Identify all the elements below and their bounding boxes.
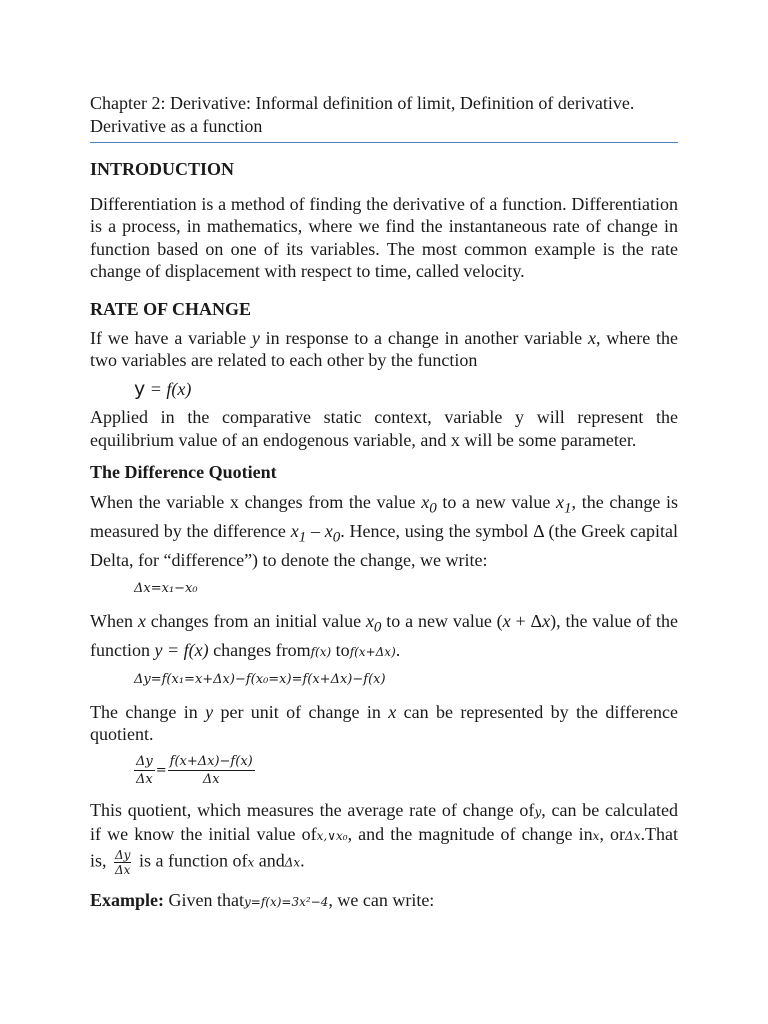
intro-heading: INTRODUCTION: [90, 159, 235, 179]
function-equation: y = f(x): [134, 378, 192, 401]
rate-heading: RATE OF CHANGE: [90, 298, 252, 319]
dq-paragraph-4: This quotient, which measures the average rate of change ofy, can be calculated if we know the initial value ofx,∨x₀, and the magnitude of change inx, orΔx.That is, $\frac{\Delta y}{\Delta x}$ is a function ofx andΔx.: [90, 799, 679, 877]
difference-quotient-heading: The Difference Quotient: [90, 462, 277, 483]
intro-paragraph: Differentiation is a method of finding the derivative of a function. Differentiation is a process, in mathematics, where we find the instantaneous rate of change in function based on one of its variables. The most common example is the rate change of displacement with respect to time, called velocity.: [90, 194, 678, 282]
dq-paragraph-1: When the variable x changes from the value $x_0$ to a new value $x_1$, the change is measured by the difference $x_1 - x_0$. Hence, using the symbol Δ (the Greek capital Delta, for “difference”) to denote the change, we write:: [90, 492, 678, 571]
document-content: [90, 92, 678, 913]
inline-quotient: $\frac{\Delta y}{\Delta x}$: [115, 847, 131, 877]
chapter-title: Chapter 2: Derivative: Informal definition of limit, Definition of derivative. Derivative as a function: [90, 92, 678, 143]
example-formula: y=f(x)=3x²−4: [243, 894, 329, 909]
example-label: Example:: [90, 889, 164, 910]
quotient-lhs: $\frac{\Delta y}{\Delta x}$: [136, 753, 153, 787]
quotient-rhs: $\frac{f(x+\Delta x)-f(x)}{\Delta x}$: [169, 753, 253, 787]
rate-paragraph-1: If we have a variable y in response to a change in another variable x, where the two variables are related to each other by the function: [90, 327, 678, 371]
rate-paragraph-2: Applied in the comparative static context, variable y will represent the equilibrium value of an endogenous variable, and x will be some parameter.: [90, 407, 678, 450]
delta-x-equation: Δx=x₁−x₀: [134, 580, 198, 596]
example-paragraph: Example: Given thaty=f(x)=3x²−4, we can write:: [90, 889, 435, 910]
dq-paragraph-2: When x changes from an initial value $x_0$ to a new value (x + Δx), the value of the function y = f(x) changes fromf(x) tof(x+Δx).: [90, 610, 679, 660]
delta-y-equation: Δy=f(x₁=x+Δx)−f(x₀=x)=f(x+Δx)−f(x): [134, 672, 386, 688]
difference-quotient-equation: $\frac{\Delta y}{\Delta x}$ = $\frac{f(x+\Delta x)-f(x)}{\Delta x}$: [136, 753, 253, 787]
dq-paragraph-3: The change in y per unit of change in x can be represented by the difference quotient.: [90, 702, 679, 745]
